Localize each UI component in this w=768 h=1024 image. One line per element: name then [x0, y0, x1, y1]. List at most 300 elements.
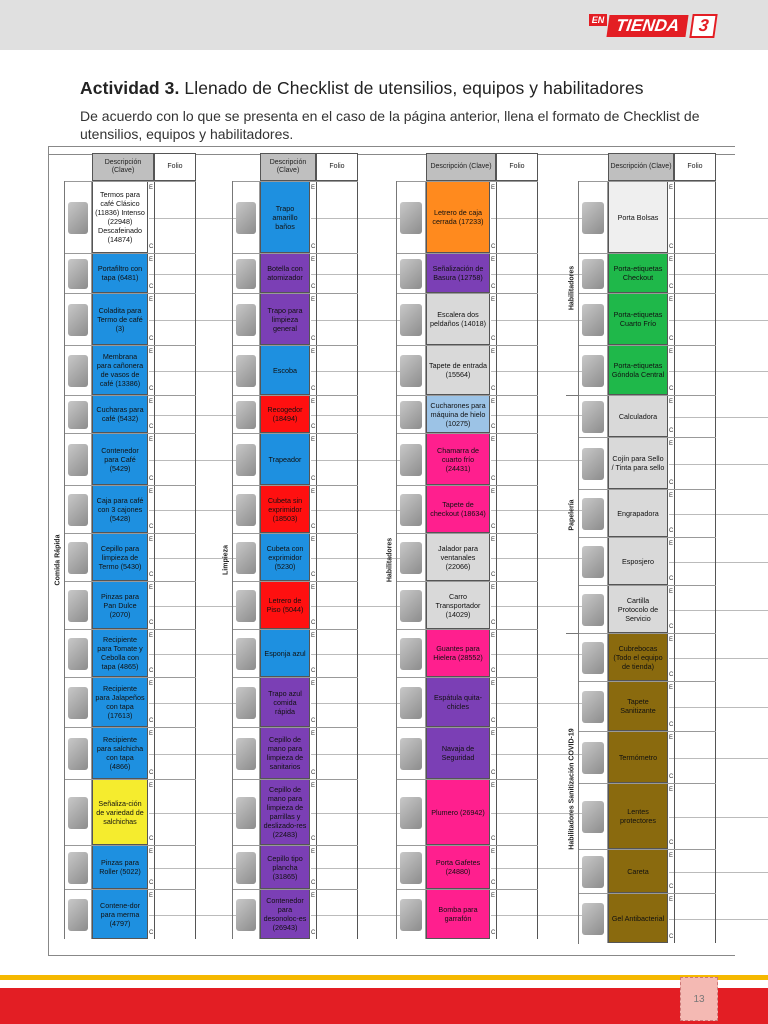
- folio-field[interactable]: [316, 582, 358, 629]
- contenedor-desonoloces-image: [232, 890, 260, 939]
- header-folio: Folio: [316, 153, 358, 181]
- checklist-row: [232, 727, 358, 779]
- tapete-sanitizante-image: [578, 682, 608, 731]
- ec-c-label: C: [149, 836, 154, 842]
- folio-field[interactable]: [674, 254, 716, 293]
- ec-e-label: E: [149, 633, 154, 639]
- ec-e-label: E: [669, 185, 674, 191]
- checklist-row: [396, 533, 538, 581]
- item-description: Esponja azul: [260, 630, 310, 677]
- ec-c-label: C: [149, 244, 154, 250]
- folio-field[interactable]: [316, 678, 358, 727]
- folio-field[interactable]: [154, 630, 196, 677]
- letrero-piso-image: [232, 582, 260, 629]
- item-description: Señaliza-ción de variedad de salchichas: [92, 780, 148, 845]
- guantes-image: [396, 630, 426, 677]
- ec-c-label: C: [491, 386, 496, 392]
- jalador-image: [396, 534, 426, 581]
- folio-field[interactable]: [674, 732, 716, 783]
- item-description: Botella con atomizador: [260, 254, 310, 293]
- ec-e-label: E: [491, 437, 496, 443]
- checklist-row: [64, 845, 196, 889]
- ec-e-label: E: [311, 349, 316, 355]
- folio-field[interactable]: [316, 846, 358, 889]
- ec-e-label: E: [311, 297, 316, 303]
- item-description: Careta: [608, 850, 668, 893]
- checklist-row: [578, 395, 716, 437]
- recipiente-salchicha-image: [64, 728, 92, 779]
- checklist-row: [232, 889, 358, 939]
- ec-e-label: E: [491, 257, 496, 263]
- ec-c-label: C: [311, 668, 316, 674]
- checklist-row: [396, 253, 538, 293]
- carro-image: [396, 582, 426, 629]
- checklist-row: [396, 181, 538, 253]
- ec-e-label: E: [149, 257, 154, 263]
- ec-c-label: C: [669, 284, 674, 290]
- ec-c-label: C: [669, 386, 674, 392]
- section-label: Limpieza: [220, 181, 233, 939]
- checklist-row: [64, 253, 196, 293]
- folio-field[interactable]: [674, 784, 716, 849]
- checklist-row: [232, 629, 358, 677]
- ec-c-label: C: [491, 476, 496, 482]
- ec-e-label: E: [491, 893, 496, 899]
- recipiente-image: [64, 630, 92, 677]
- ec-c-label: C: [311, 620, 316, 626]
- item-description: Pinzas para Roller (5022): [92, 846, 148, 889]
- ec-c-label: C: [491, 424, 496, 430]
- folio-field[interactable]: [154, 534, 196, 581]
- senalizacion-basura-image: [396, 254, 426, 293]
- folio-field[interactable]: [674, 538, 716, 585]
- ec-c-label: C: [311, 930, 316, 936]
- trapo-amarillo-image: [232, 182, 260, 253]
- checklist-row: [578, 345, 716, 395]
- ec-e-label: E: [669, 297, 674, 303]
- folio-field[interactable]: [496, 434, 538, 485]
- item-description: Engrapadora: [608, 490, 668, 537]
- en-tienda-logo: [589, 14, 716, 38]
- ec-c-label: C: [669, 840, 674, 846]
- ec-e-label: E: [311, 783, 316, 789]
- ec-c-label: C: [491, 284, 496, 290]
- ec-c-label: C: [491, 572, 496, 578]
- page-title: [80, 78, 644, 99]
- folio-field[interactable]: [154, 728, 196, 779]
- header-folio: Folio: [154, 153, 196, 181]
- ec-e-label: E: [491, 585, 496, 591]
- portafiltro-image: [64, 254, 92, 293]
- ec-c-label: C: [491, 718, 496, 724]
- cepillo-plancha-image: [232, 846, 260, 889]
- cubrebocas-image: [578, 634, 608, 681]
- item-description: Contene-dor para merma (4797): [92, 890, 148, 939]
- cucharones-image: [396, 396, 426, 433]
- checklist-row: [64, 345, 196, 395]
- folio-field[interactable]: [496, 630, 538, 677]
- checklist-row: [232, 845, 358, 889]
- ec-e-label: E: [669, 257, 674, 263]
- item-description: Tapete Sanitizante: [608, 682, 668, 731]
- checklist-row: [396, 845, 538, 889]
- ec-c-label: C: [311, 524, 316, 530]
- folio-field[interactable]: [496, 346, 538, 395]
- termometro-image: [578, 732, 608, 783]
- ec-e-label: E: [491, 489, 496, 495]
- folio-field[interactable]: [316, 346, 358, 395]
- checklist-row: [232, 677, 358, 727]
- header-descripcion: Descripción (Clave): [608, 153, 674, 181]
- section-label: Habilitadores: [566, 181, 579, 395]
- item-description: Termos para café Clásico (11836) Intenso (22948) Descafeinado (14874): [92, 182, 148, 253]
- ec-e-label: E: [669, 349, 674, 355]
- ec-c-label: C: [311, 424, 316, 430]
- contenedor-image: [64, 434, 92, 485]
- ec-e-label: E: [669, 787, 674, 793]
- ec-e-label: E: [669, 685, 674, 691]
- folio-field[interactable]: [496, 846, 538, 889]
- checklist-row: [578, 253, 716, 293]
- ec-c-label: C: [311, 284, 316, 290]
- folio-field[interactable]: [496, 182, 538, 253]
- ec-c-label: C: [311, 770, 316, 776]
- cepillo-parrillas-image: [232, 780, 260, 845]
- pinzas-roller-image: [64, 846, 92, 889]
- logo-en: EN: [589, 14, 608, 26]
- ec-c-label: C: [149, 336, 154, 342]
- item-description: Porta-etiquetas Góndola Central: [608, 346, 668, 395]
- folio-field[interactable]: [496, 582, 538, 629]
- checklist-row: [578, 731, 716, 783]
- title-text: Llenado de Checklist de utensilios, equipos y habilitadores: [179, 78, 644, 98]
- ec-e-label: E: [311, 399, 316, 405]
- ec-c-label: C: [311, 718, 316, 724]
- coladita-image: [64, 294, 92, 345]
- cubeta-image: [232, 486, 260, 533]
- checklist-row: [232, 485, 358, 533]
- folio-field[interactable]: [316, 182, 358, 253]
- item-description: Contenedor para Café (5429): [92, 434, 148, 485]
- checklist-row: [64, 677, 196, 727]
- item-description: Calculadora: [608, 396, 668, 437]
- folio-field[interactable]: [154, 582, 196, 629]
- checklist-row: [64, 629, 196, 677]
- item-description: Cucharas para café (5432): [92, 396, 148, 433]
- ec-e-label: E: [669, 493, 674, 499]
- folio-field[interactable]: [316, 780, 358, 845]
- cubeta-exprimidor-image: [232, 534, 260, 581]
- trapeador-image: [232, 434, 260, 485]
- checklist-row: [232, 293, 358, 345]
- ec-c-label: C: [149, 476, 154, 482]
- checklist-row: [396, 779, 538, 845]
- checklist-row: [396, 581, 538, 629]
- checklist-row: [396, 485, 538, 533]
- folio-field[interactable]: [154, 434, 196, 485]
- ec-c-label: C: [311, 244, 316, 250]
- ec-e-label: E: [149, 437, 154, 443]
- letrero-caja-image: [396, 182, 426, 253]
- ec-e-label: E: [149, 849, 154, 855]
- porta-etiquetas-frio-image: [578, 294, 608, 345]
- item-description: Navaja de Seguridad: [426, 728, 490, 779]
- cepillo-image: [64, 534, 92, 581]
- ec-c-label: C: [491, 770, 496, 776]
- folio-field[interactable]: [154, 254, 196, 293]
- ec-c-label: C: [669, 480, 674, 486]
- contenedor-merma-image: [64, 890, 92, 939]
- item-description: Recipiente para Tomate y Cebolla con tapa (4865): [92, 630, 148, 677]
- folio-field[interactable]: [154, 846, 196, 889]
- instructions: De acuerdo con lo que se presenta en el caso de la página anterior, llena el formato de Checklist de utensilios, equipos y habilitadores.: [80, 108, 700, 142]
- ec-e-label: E: [491, 185, 496, 191]
- checklist-row: [396, 727, 538, 779]
- caja-image: [64, 486, 92, 533]
- ec-c-label: C: [491, 668, 496, 674]
- ec-c-label: C: [669, 774, 674, 780]
- checklist-row: [64, 779, 196, 845]
- item-description: Guantes para Hielera (28552): [426, 630, 490, 677]
- recipiente-jalapenos-image: [64, 678, 92, 727]
- logo-tienda: TIENDA: [607, 15, 689, 37]
- folio-field[interactable]: [674, 490, 716, 537]
- item-description: Pinzas para Pan Dulce (2070): [92, 582, 148, 629]
- ec-c-label: C: [491, 620, 496, 626]
- checklist-row: [396, 433, 538, 485]
- ec-e-label: E: [669, 637, 674, 643]
- cartilla-image: [578, 586, 608, 633]
- ec-c-label: C: [311, 336, 316, 342]
- ec-c-label: C: [149, 770, 154, 776]
- espatula-image: [396, 678, 426, 727]
- porta-etiquetas-checkout-image: [578, 254, 608, 293]
- chamarra-image: [396, 434, 426, 485]
- ec-c-label: C: [669, 672, 674, 678]
- ec-c-label: C: [149, 424, 154, 430]
- checklist-row: [232, 253, 358, 293]
- ec-e-label: E: [311, 437, 316, 443]
- folio-field[interactable]: [316, 396, 358, 433]
- item-description: Cartilla Protocolo de Servicio: [608, 586, 668, 633]
- checklist-row: [578, 893, 716, 943]
- plumero-image: [396, 780, 426, 845]
- folio-field[interactable]: [316, 890, 358, 939]
- folio-field[interactable]: [154, 346, 196, 395]
- checklist-row: [232, 433, 358, 485]
- item-description: Portafiltro con tapa (6481): [92, 254, 148, 293]
- checklist-row: [578, 437, 716, 489]
- folio-field[interactable]: [496, 534, 538, 581]
- folio-field[interactable]: [674, 438, 716, 489]
- item-description: Cubeta sin exprimidor (18503): [260, 486, 310, 533]
- ec-e-label: E: [491, 633, 496, 639]
- folio-field[interactable]: [496, 890, 538, 939]
- ec-e-label: E: [669, 541, 674, 547]
- ec-e-label: E: [669, 589, 674, 595]
- ec-e-label: E: [311, 731, 316, 737]
- navaja-image: [396, 728, 426, 779]
- item-description: Porta Gafetes (24880): [426, 846, 490, 889]
- ec-c-label: C: [311, 572, 316, 578]
- ec-e-label: E: [149, 399, 154, 405]
- ec-e-label: E: [149, 349, 154, 355]
- folio-field[interactable]: [496, 678, 538, 727]
- gel-image: [578, 894, 608, 943]
- ec-c-label: C: [491, 836, 496, 842]
- thermos-image: [64, 182, 92, 253]
- item-description: Porta Bolsas: [608, 182, 668, 253]
- folio-field[interactable]: [496, 780, 538, 845]
- checklist-row: [578, 585, 716, 633]
- folio-field[interactable]: [316, 728, 358, 779]
- recogedor-image: [232, 396, 260, 433]
- item-description: Cepillo tipo plancha (31865): [260, 846, 310, 889]
- folio-field[interactable]: [674, 634, 716, 681]
- folio-field[interactable]: [316, 486, 358, 533]
- folio-field[interactable]: [154, 182, 196, 253]
- folio-field[interactable]: [496, 728, 538, 779]
- folio-field[interactable]: [496, 486, 538, 533]
- footer-bar: [0, 988, 768, 1024]
- ec-c-label: C: [491, 930, 496, 936]
- ec-c-label: C: [491, 880, 496, 886]
- folio-field[interactable]: [316, 534, 358, 581]
- ec-c-label: C: [669, 428, 674, 434]
- membrana-image: [64, 346, 92, 395]
- checklist-row: [232, 779, 358, 845]
- ec-e-label: E: [669, 399, 674, 405]
- ec-c-label: C: [149, 284, 154, 290]
- folio-field[interactable]: [496, 254, 538, 293]
- ec-e-label: E: [311, 185, 316, 191]
- checklist-row: [396, 293, 538, 345]
- ec-e-label: E: [311, 681, 316, 687]
- ec-e-label: E: [669, 441, 674, 447]
- ec-e-label: E: [311, 893, 316, 899]
- checklist-row: [64, 581, 196, 629]
- folio-field[interactable]: [496, 396, 538, 433]
- section-label: Habilitadores Sanitización COVID-19: [566, 633, 579, 944]
- checklist-row: [578, 633, 716, 681]
- checklist-row: [64, 395, 196, 433]
- folio-field[interactable]: [674, 396, 716, 437]
- checklist-row: [232, 181, 358, 253]
- item-description: Cubeta con exprimidor (5230): [260, 534, 310, 581]
- folio-field[interactable]: [154, 294, 196, 345]
- calculadora-image: [578, 396, 608, 437]
- checklist-row: [232, 345, 358, 395]
- item-description: Escalera dos peldaños (14018): [426, 294, 490, 345]
- item-description: Cepillo de mano para limpieza de parrillas y deslizado-res (22483): [260, 780, 310, 845]
- ec-e-label: E: [669, 853, 674, 859]
- ec-c-label: C: [149, 930, 154, 936]
- item-description: Coladita para Termo de café (3): [92, 294, 148, 345]
- folio-field[interactable]: [154, 486, 196, 533]
- item-description: Contenedor para desonoloc-es (26943): [260, 890, 310, 939]
- page-number: 13: [680, 977, 718, 1021]
- folio-field[interactable]: [674, 850, 716, 893]
- item-description: Cepillo de mano para limpieza de sanitarios: [260, 728, 310, 779]
- item-description: Trapo para limpieza general: [260, 294, 310, 345]
- item-description: Espátula quita-chicles: [426, 678, 490, 727]
- folio-field[interactable]: [674, 294, 716, 345]
- checklist-row: [396, 677, 538, 727]
- ec-c-label: C: [669, 934, 674, 940]
- item-description: Caja para café con 3 cajones (5428): [92, 486, 148, 533]
- folio-field[interactable]: [674, 346, 716, 395]
- folio-field[interactable]: [674, 586, 716, 633]
- item-description: Tapete de checkout (18634): [426, 486, 490, 533]
- checklist-row: [64, 727, 196, 779]
- careta-image: [578, 850, 608, 893]
- item-description: Carro Transportador (14029): [426, 582, 490, 629]
- ec-e-label: E: [149, 681, 154, 687]
- engrapadora-image: [578, 490, 608, 537]
- cojin-image: [578, 438, 608, 489]
- ec-e-label: E: [669, 735, 674, 741]
- checklist-row: [64, 293, 196, 345]
- tapete-image: [396, 346, 426, 395]
- folio-field[interactable]: [316, 434, 358, 485]
- logo-number: 3: [689, 14, 718, 38]
- ec-c-label: C: [149, 524, 154, 530]
- folio-field[interactable]: [496, 294, 538, 345]
- folio-field[interactable]: [154, 780, 196, 845]
- folio-field[interactable]: [674, 682, 716, 731]
- checklist-row: [232, 395, 358, 433]
- section-label: Habilitadores: [384, 181, 397, 939]
- item-description: Letrero de caja cerrada (17233): [426, 182, 490, 253]
- ec-e-label: E: [149, 489, 154, 495]
- ec-c-label: C: [149, 718, 154, 724]
- folio-field[interactable]: [316, 630, 358, 677]
- checklist-row: [578, 849, 716, 893]
- ec-c-label: C: [669, 624, 674, 630]
- ec-e-label: E: [149, 893, 154, 899]
- folio-field[interactable]: [316, 254, 358, 293]
- item-description: Esposjero: [608, 538, 668, 585]
- ec-c-label: C: [311, 476, 316, 482]
- ec-c-label: C: [149, 386, 154, 392]
- folio-field[interactable]: [154, 678, 196, 727]
- ec-c-label: C: [149, 880, 154, 886]
- tapete-checkout-image: [396, 486, 426, 533]
- item-description: Termómetro: [608, 732, 668, 783]
- item-description: Tapete de entrada (15564): [426, 346, 490, 395]
- item-description: Escoba: [260, 346, 310, 395]
- item-description: Recogedor (18494): [260, 396, 310, 433]
- folio-field[interactable]: [154, 396, 196, 433]
- ec-c-label: C: [491, 524, 496, 530]
- ec-e-label: E: [491, 297, 496, 303]
- top-bar: [0, 0, 768, 50]
- folio-field[interactable]: [154, 890, 196, 939]
- ec-e-label: E: [491, 681, 496, 687]
- folio-field[interactable]: [316, 294, 358, 345]
- folio-field[interactable]: [674, 894, 716, 943]
- ec-e-label: E: [311, 849, 316, 855]
- checklist-row: [578, 181, 716, 253]
- trapo-azul-image: [232, 678, 260, 727]
- ec-c-label: C: [311, 880, 316, 886]
- ec-c-label: C: [669, 576, 674, 582]
- ec-e-label: E: [149, 185, 154, 191]
- folio-field[interactable]: [674, 182, 716, 253]
- esponja-image: [232, 630, 260, 677]
- checklist-row: [232, 533, 358, 581]
- ec-c-label: C: [149, 620, 154, 626]
